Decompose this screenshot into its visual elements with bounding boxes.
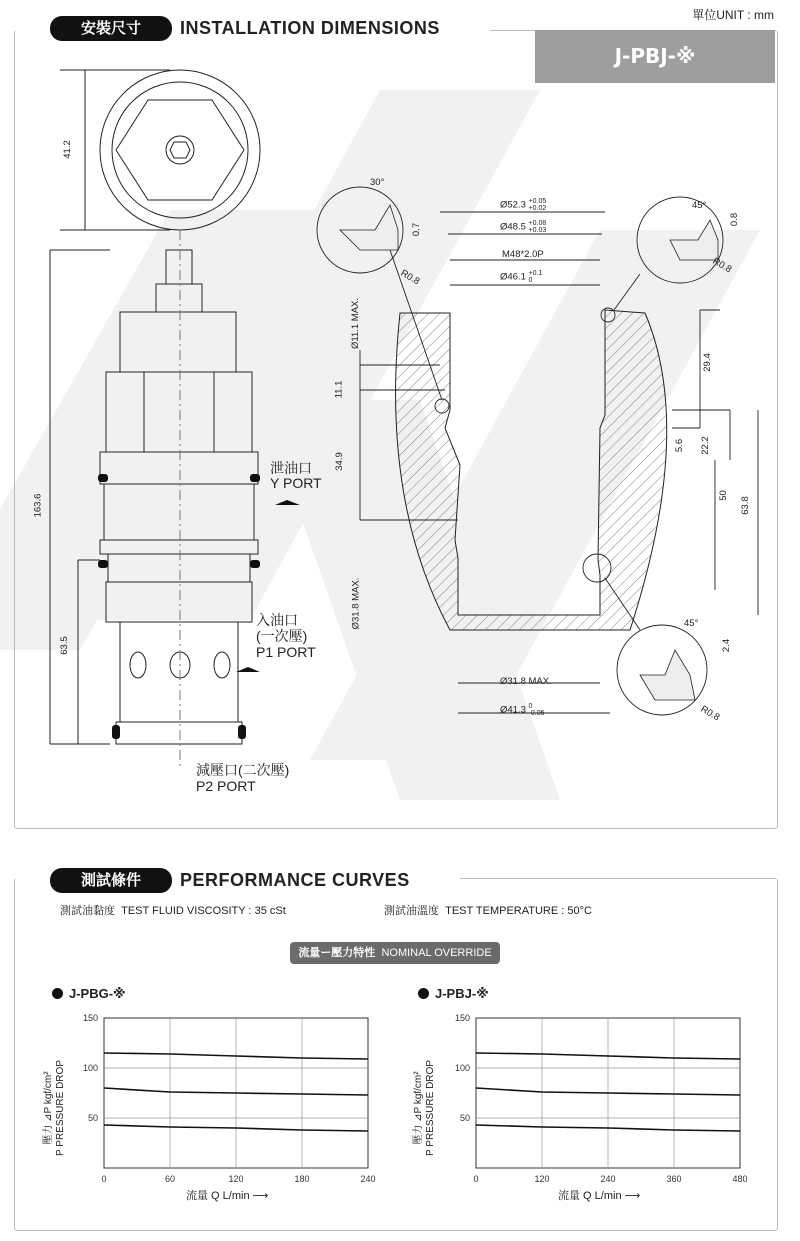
detail2-angle: 45° xyxy=(692,200,707,211)
chart2-bullet xyxy=(418,988,429,999)
detail3-radius: R0.8 xyxy=(698,703,722,724)
dim-63-8: 63.8 xyxy=(739,496,751,515)
chart2-xtick-label: 240 xyxy=(600,1174,616,1184)
detail2-radius: R0.8 xyxy=(710,255,734,276)
dim-d46-1-tol xyxy=(529,270,543,284)
chart2-ytick-label: 150 xyxy=(454,1013,470,1023)
chart2-xlabel-text: 流量 Q L/min xyxy=(558,1190,622,1202)
chart1-ylabel-en: P PRESSURE DROP xyxy=(55,1060,66,1156)
test-viscosity-cn: 測試油黏度 xyxy=(60,905,115,917)
detail3-angle: 45° xyxy=(684,618,699,629)
dim-63-5: 63.5 xyxy=(58,636,70,655)
chart2-xlabel-arrow: ⟶ xyxy=(624,1190,641,1202)
chart1-xlabel-arrow: ⟶ xyxy=(252,1190,269,1202)
chart2-xtick-label: 0 xyxy=(473,1174,479,1184)
test-viscosity-en: TEST FLUID VISCOSITY : 35 cSt xyxy=(121,905,286,917)
chart1-xlabel xyxy=(186,1187,268,1203)
chart2-xtick-label: 360 xyxy=(666,1174,682,1184)
chart1-xtick-label: 0 xyxy=(101,1174,107,1184)
dim-d48-5-tol xyxy=(529,220,547,234)
dim-d52-3-tol xyxy=(529,198,547,212)
y-port-label-cn: 泄油口 xyxy=(270,460,312,476)
chart2-title-text: J-PBJ-※ xyxy=(435,986,489,1001)
performance-frame-top xyxy=(460,878,776,879)
dim-d46-1-tol-up: +0.1 xyxy=(528,270,543,277)
chart1-ytick-label: 50 xyxy=(87,1113,98,1123)
dim-d46-1-tol-dn: 0 xyxy=(528,277,533,284)
banner-cn: 流量ー壓力特性 xyxy=(298,947,376,959)
chart2-ylabel-cn: 壓力 ⊿P kgf/cm² xyxy=(413,1071,424,1145)
chart1-xtick-label: 240 xyxy=(360,1174,376,1184)
p1-port-label-cn2: (一次壓) xyxy=(256,628,308,644)
chart2-title xyxy=(418,986,489,1002)
dim-d41-3-tol xyxy=(529,703,545,717)
detail1-dim: 0.7 xyxy=(411,222,423,237)
dim-thread: M48*2.0P xyxy=(502,249,544,260)
dim-d41-3 xyxy=(500,703,545,717)
dim-d48-5 xyxy=(500,220,546,234)
chart1-ytick-label: 150 xyxy=(82,1013,98,1023)
chart1-ylabel-cn: 壓力 ⊿P kgf/cm² xyxy=(43,1071,54,1145)
dim-d48-5-value: Ø48.5 xyxy=(500,221,526,233)
chart1 xyxy=(60,1010,390,1190)
chart1-xtick-label: 60 xyxy=(164,1174,176,1184)
dim-d52-3 xyxy=(500,198,546,212)
chart2-xtick-label: 480 xyxy=(732,1174,748,1184)
dim-d48-5-tol-dn: +0.03 xyxy=(528,227,547,234)
dim-d41-3-tol-up: 0 xyxy=(528,703,533,710)
dim-d41-3-tol-dn: -0.05 xyxy=(528,710,545,717)
dim-d46-1 xyxy=(500,270,542,284)
test-viscosity xyxy=(60,902,286,918)
test-temperature xyxy=(384,902,592,918)
dim-d46-1-value: Ø46.1 xyxy=(500,271,526,283)
p1-port-label-en: P1 PORT xyxy=(256,644,316,660)
test-temperature-en: TEST TEMPERATURE : 50°C xyxy=(445,905,592,917)
nominal-override-banner xyxy=(290,942,500,964)
test-temperature-cn: 測試油溫度 xyxy=(384,905,439,917)
dim-d52-3-tol-dn: +0.02 xyxy=(528,205,547,212)
p1-port-label-cn: 入油口 xyxy=(256,612,298,628)
banner-en: NOMINAL OVERRIDE xyxy=(381,947,492,959)
detail2-dim: 0.8 xyxy=(729,212,741,227)
unit-label: 單位UNIT : mm xyxy=(692,8,774,22)
dim-41-2: 41.2 xyxy=(61,140,73,159)
dim-d52-3-value: Ø52.3 xyxy=(500,199,526,211)
detail1-angle: 30° xyxy=(370,177,385,188)
y-port-label-en: Y PORT xyxy=(270,475,322,491)
dim-22-2: 22.2 xyxy=(699,436,711,455)
chart1-title-text: J-PBG-※ xyxy=(69,986,126,1001)
valve-drawing xyxy=(0,60,340,780)
dim-50: 50 xyxy=(717,490,729,501)
dim-163-6: 163.6 xyxy=(32,493,44,518)
section-title-performance: PERFORMANCE CURVES xyxy=(180,870,410,890)
chart2-ytick-label: 100 xyxy=(454,1063,470,1073)
dim-d31-8-left: Ø31.8 MAX. xyxy=(350,577,362,630)
chart2-ytick-label: 50 xyxy=(459,1113,470,1123)
chart1-xtick-label: 120 xyxy=(228,1174,244,1184)
dim-d41-3-value: Ø41.3 xyxy=(500,704,526,716)
dim-d11-1: Ø11.1 MAX. xyxy=(350,297,362,350)
chart1-xtick-label: 180 xyxy=(294,1174,310,1184)
section-title-installation: INSTALLATION DIMENSIONS xyxy=(180,18,440,38)
dim-d31-8-bottom: Ø31.8 MAX. xyxy=(500,676,552,687)
model-code: J-PBJ-※ xyxy=(614,44,696,68)
chart2-xtick-label: 120 xyxy=(534,1174,550,1184)
p2-port-label xyxy=(196,762,289,794)
dim-29-4: 29.4 xyxy=(701,353,713,372)
section-badge-performance: 測試條件 xyxy=(50,868,172,893)
dim-5-6: 5.6 xyxy=(674,438,686,453)
chart1-title xyxy=(52,986,126,1002)
chart1-bullet xyxy=(52,988,63,999)
chart2-ylabel-en: P PRESSURE DROP xyxy=(425,1060,436,1156)
p2-port-label-en: P2 PORT xyxy=(196,778,256,794)
detail3-dim: 2.4 xyxy=(721,638,733,653)
detail1-radius: R0.8 xyxy=(398,267,422,288)
chart2 xyxy=(432,1010,762,1190)
dim-34-9: 34.9 xyxy=(333,452,345,471)
chart1-xlabel-text: 流量 Q L/min xyxy=(186,1190,250,1202)
dim-d52-3-tol-up: +0.05 xyxy=(528,198,547,205)
dim-11-1: 11.1 xyxy=(333,380,345,399)
section-badge-installation: 安裝尺寸 xyxy=(50,16,172,41)
p2-port-label-cn: 減壓口(二次壓) xyxy=(196,762,290,778)
chart2-xlabel xyxy=(558,1187,640,1203)
chart1-ytick-label: 100 xyxy=(82,1063,98,1073)
dim-d48-5-tol-up: +0.08 xyxy=(528,220,547,227)
